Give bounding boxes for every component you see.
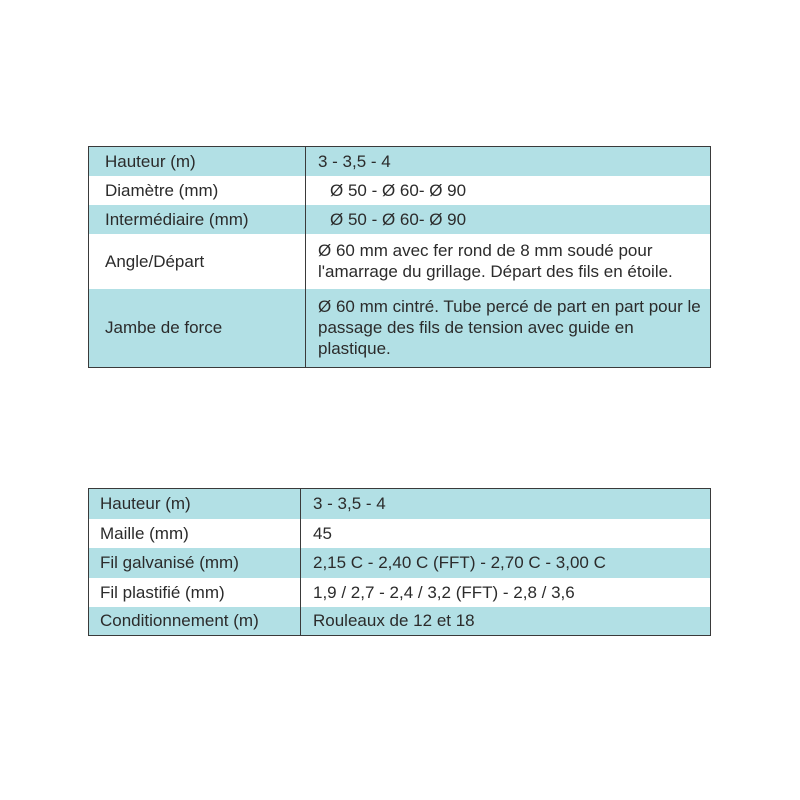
row-label: Maille (mm) <box>89 519 301 548</box>
row-label: Fil galvanisé (mm) <box>89 548 301 578</box>
row-label: Intermédiaire (mm) <box>89 205 306 234</box>
table-row <box>89 147 711 176</box>
table-row <box>89 607 711 636</box>
row-value: Ø 50 - Ø 60- Ø 90 <box>330 209 467 229</box>
row-label: Conditionnement (m) <box>89 607 301 636</box>
post-specs-table <box>88 146 711 368</box>
table-row <box>89 548 711 578</box>
row-value: 3 - 3,5 - 4 <box>306 147 711 176</box>
table-row <box>89 289 711 368</box>
row-label: Hauteur (m) <box>89 489 301 519</box>
row-value: 3 - 3,5 - 4 <box>301 489 711 519</box>
table-row <box>89 519 711 548</box>
row-value: Rouleaux de 12 et 18 <box>301 607 711 636</box>
table-row <box>89 176 711 205</box>
row-label: Diamètre (mm) <box>89 176 306 205</box>
row-value: Ø 60 mm cintré. Tube percé de part en part pour le passage des fils de tension avec guide en plastique. <box>306 289 711 368</box>
row-value: 1,9 / 2,7 - 2,4 / 3,2 (FFT) - 2,8 / 3,6 <box>301 578 711 607</box>
table-row <box>89 489 711 519</box>
row-value: Ø 50 - Ø 60- Ø 90 <box>330 180 467 200</box>
table-row <box>89 578 711 607</box>
row-value: Ø 60 mm avec fer rond de 8 mm soudé pour l'amarrage du grillage. Départ des fils en étoile. <box>306 234 711 289</box>
row-value: 2,15 C - 2,40 C (FFT) - 2,70 C - 3,00 C <box>301 548 711 578</box>
row-label: Fil plastifié (mm) <box>89 578 301 607</box>
mesh-specs-table <box>88 488 711 636</box>
row-value: 45 <box>301 519 711 548</box>
row-label: Angle/Départ <box>89 234 306 289</box>
row-label: Hauteur (m) <box>89 147 306 176</box>
row-label: Jambe de force <box>89 289 306 368</box>
table-row <box>89 205 711 234</box>
table-row <box>89 234 711 289</box>
